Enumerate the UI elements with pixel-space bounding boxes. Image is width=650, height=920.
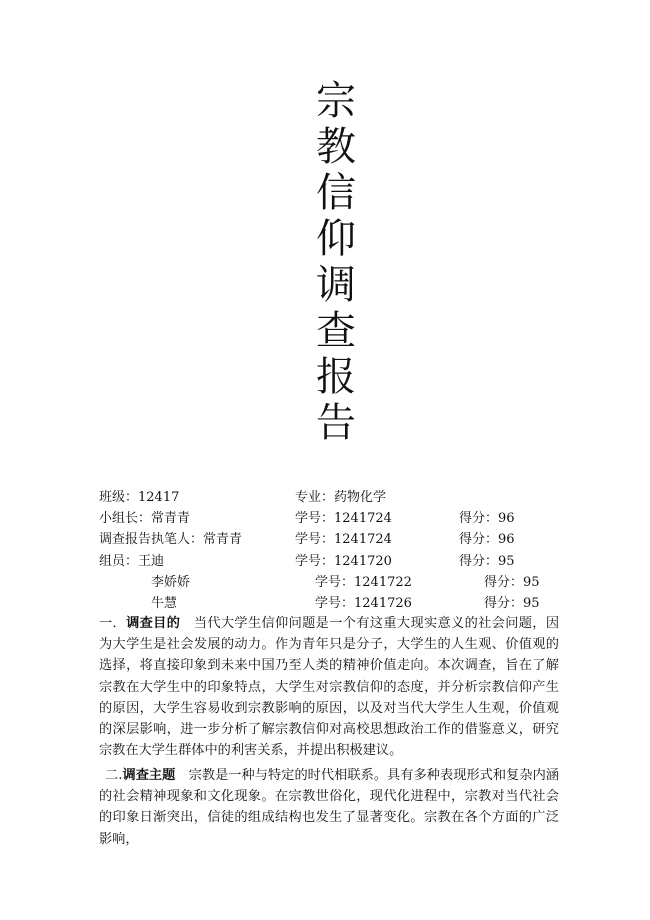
title-char: 告 <box>316 400 356 446</box>
member3-id: 学号：1241726 <box>315 596 412 611</box>
title-char: 宗 <box>316 78 356 124</box>
section1-body: 当代大学生信仰问题是一个有这重大现实意义的社会问题，因为大学生是社会发展的动力。作为青年只是分子，大学生的人生观、价值观的选择，将直接印象到未来中国乃至人类的精神价值走向。本次调查，旨在了解宗教在大学生中的印象特点，大学生对宗教信仰的态度，并分析宗教信仰产生的原因，大学生容易收到宗教影响的原因，以及对当代大学生人生观，价值观的深层影响，进一步分析了解宗教信仰对高校思想政治工作的借鉴意义，研究宗教在大学生群体中的利害关系，并提出积极建议。 <box>99 616 560 759</box>
writer-score: 得分：96 <box>459 532 515 547</box>
member3-score: 得分：95 <box>484 596 540 611</box>
member2-score: 得分：95 <box>484 575 540 590</box>
member1-label: 组员：王迪 <box>99 554 165 569</box>
report-title <box>306 78 366 446</box>
section1-heading: 调查目的 <box>126 616 181 631</box>
title-char: 调 <box>316 262 356 308</box>
leader-score: 得分：96 <box>459 511 515 526</box>
class-row <box>0 488 650 508</box>
leader-row <box>0 509 650 529</box>
writer-row <box>0 530 650 550</box>
class-label: 班级：12417 <box>99 490 180 505</box>
member-row <box>0 573 650 593</box>
title-char: 仰 <box>316 216 356 262</box>
section-theme <box>99 765 559 850</box>
title-char: 信 <box>316 170 356 216</box>
writer-id: 学号：1241724 <box>295 532 392 547</box>
leader-id: 学号：1241724 <box>295 511 392 526</box>
member2-id: 学号：1241722 <box>315 575 412 590</box>
section1-prefix: 一． <box>99 616 127 631</box>
member1-id: 学号：1241720 <box>295 554 392 569</box>
title-char: 报 <box>316 354 356 400</box>
section2-prefix: 二. <box>105 768 123 783</box>
writer-label: 调查报告执笔人：常青青 <box>99 532 243 547</box>
member2-name: 李娇娇 <box>151 575 191 590</box>
major-label: 专业：药物化学 <box>295 490 387 505</box>
section2-heading: 调查主题 <box>122 768 176 783</box>
member1-score: 得分：95 <box>459 554 515 569</box>
title-char: 查 <box>316 308 356 354</box>
section2-body: 宗教是一种与特定的时代相联系。具有多种表现形式和复杂内涵的社会精神现象和文化现象。在宗教世俗化，现代化进程中，宗教对当代社会的印象日渐突出，信徒的组成结构也发生了显著变化。宗教在各个方面的广泛影响， <box>99 768 559 847</box>
leader-label: 小组长：常青青 <box>99 511 191 526</box>
member-row <box>0 552 650 572</box>
member-row <box>0 594 650 614</box>
section-purpose <box>99 613 559 761</box>
member3-name: 牛慧 <box>151 596 178 611</box>
title-char: 教 <box>316 124 356 170</box>
